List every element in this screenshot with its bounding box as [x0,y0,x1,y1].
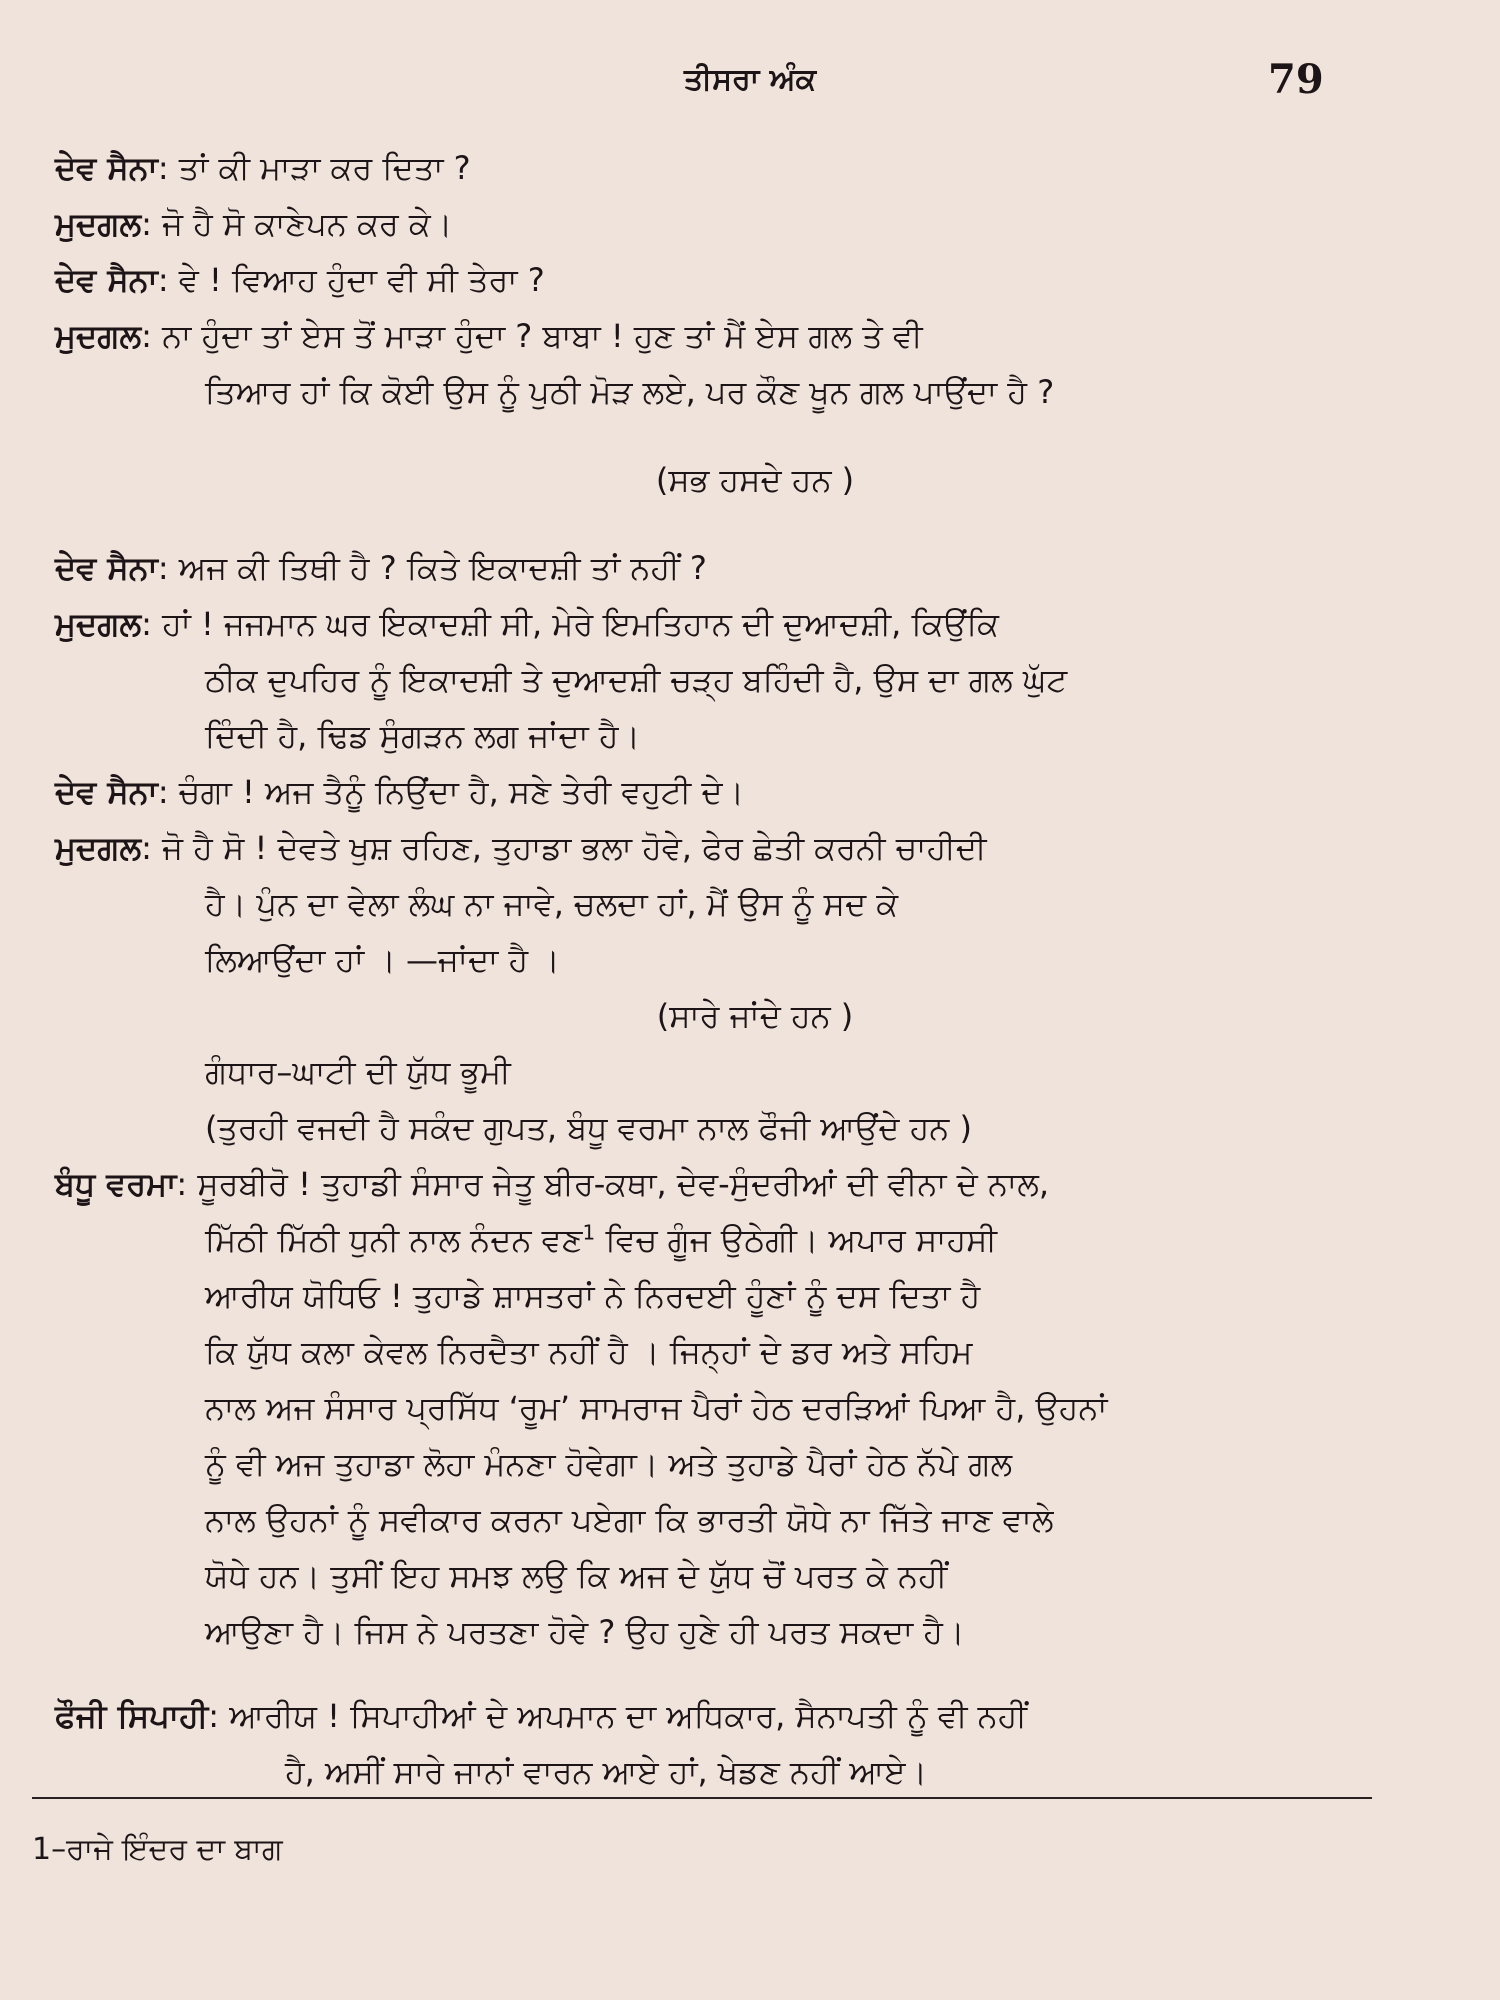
speaker: ਬੰਧੂ ਵਰਮਾ [55,1165,177,1203]
dialogue-continuation: ਤਿਆਰ ਹਾਂ ਕਿ ਕੋਈ ਉਸ ਨੂੰ ਪੁਠੀ ਮੋੜ ਲਏ, ਪਰ ਕੌਣ ਖੂਨ ਗਲ ਪਾਉਂਦਾ ਹੈ ? [205,373,1055,411]
dialogue-continuation: ਠੀਕ ਦੁਪਹਿਰ ਨੂੰ ਇਕਾਦਸ਼ੀ ਤੇ ਦੁਆਦਸ਼ੀ ਚੜ੍ਹ ਬਹਿੰਦੀ ਹੈ, ਉਸ ਦਾ ਗਲ ਘੁੱਟ [205,661,1068,699]
speaker: ਮੁਦਗਲ [55,605,142,643]
dialogue-line [55,140,1455,196]
dialogue-continuation: ਨਾਲ ਅਜ ਸੰਸਾਰ ਪ੍ਰਸਿੱਧ ‘ਰੂਮ’ ਸਾਮਰਾਜ ਪੈਰਾਂ ਹੇਠ ਦਰੜਿਆਂ ਪਿਆ ਹੈ, ਉਹਨਾਂ [205,1389,1108,1427]
dialogue: ਵਿਚ ਗੂੰਜ ਉਠੇਗੀ। ਅਪਾਰ ਸਾਹਸੀ [595,1221,998,1259]
dialogue-continuation: ਆਉਣਾ ਹੈ। ਜਿਸ ਨੇ ਪਰਤਣਾ ਹੋਵੇ ? ਉਹ ਹੁਣੇ ਹੀ ਪਰਤ ਸਕਦਾ ਹੈ। [205,1613,965,1651]
dialogue-line [55,820,1455,876]
speaker: ਦੇਵ ਸੈਨਾ [55,773,158,811]
dialogue-continuation: ਨੂੰ ਵੀ ਅਜ ਤੁਹਾਡਾ ਲੋਹਾ ਮੰਨਣਾ ਹੋਵੇਗਾ। ਅਤੇ ਤੁਹਾਡੇ ਪੈਰਾਂ ਹੇਠ ਨੱਪੇ ਗਲ [205,1445,1013,1483]
dialogue: : ਚੰਗਾ ! ਅਜ ਤੈਨੂੰ ਨਿਉਂਦਾ ਹੈ, ਸਣੇ ਤੇਰੀ ਵਹੁਟੀ ਦੇ। [157,773,745,811]
dialogue: : ਅਜ ਕੀ ਤਿਥੀ ਹੈ ? ਕਿਤੇ ਇਕਾਦਸ਼ੀ ਤਾਂ ਨਹੀਂ ? [157,549,707,587]
footnote-marker: 1 [582,1220,596,1245]
speaker: ਮੁਦਗਲ [55,205,142,243]
dialogue: ਮਿੱਠੀ ਮਿੱਠੀ ਧੁਨੀ ਨਾਲ ਨੰਦਨ ਵਣ [205,1221,583,1259]
stage-direction: (ਤੁਰਹੀ ਵਜਦੀ ਹੈ ਸਕੰਦ ਗੁਪਤ, ਬੰਧੂ ਵਰਮਾ ਨਾਲ ਫੌਜੀ ਆਉਂਦੇ ਹਨ ) [205,1109,972,1147]
speaker: ਮੁਦਗਲ [55,829,142,867]
footnote: 1–ਰਾਜੇ ਇੰਦਰ ਦਾ ਬਾਗ [32,1832,283,1867]
dialogue-continuation: ਲਿਆਉਂਦਾ ਹਾਂ । —ਜਾਂਦਾ ਹੈ । [205,941,560,979]
dialogue-line [55,764,1455,820]
dialogue-continuation: ਦਿੰਦੀ ਹੈ, ਢਿਡ ਸੁੰਗੜਨ ਲਗ ਜਾਂਦਾ ਹੈ। [205,717,641,755]
dialogue: : ਜੋ ਹੈ ਸੋ ਕਾਣੇਪਨ ਕਰ ਕੇ। [141,205,453,243]
footnote-divider [32,1797,1372,1799]
speaker: ਮੁਦਗਲ [55,317,142,355]
dialogue-continuation: ਯੋਧੇ ਹਨ। ਤੁਸੀਂ ਇਹ ਸਮਝ ਲਉ ਕਿ ਅਜ ਦੇ ਯੁੱਧ ਚੋਂ ਪਰਤ ਕੇ ਨਹੀਂ [205,1557,948,1595]
dialogue: : ਜੋ ਹੈ ਸੋ ! ਦੇਵਤੇ ਖੁਸ਼ ਰਹਿਣ, ਤੁਹਾਡਾ ਭਲਾ ਹੋਵੇ, ਫੇਰ ਛੇਤੀ ਕਰਨੀ ਚਾਹੀਦੀ [141,829,987,867]
dialogue: : ਸੂਰਬੀਰੋ ! ਤੁਹਾਡੀ ਸੰਸਾਰ ਜੇਤੂ ਬੀਰ-ਕਥਾ, ਦੇਵ-ਸੁੰਦਰੀਆਂ ਦੀ ਵੀਨਾ ਦੇ ਨਾਲ, [176,1165,1049,1203]
dialogue: : ਤਾਂ ਕੀ ਮਾੜਾ ਕਰ ਦਿਤਾ ? [157,149,471,187]
dialogue-line [55,540,1455,596]
speaker: ਦੇਵ ਸੈਨਾ [55,261,158,299]
dialogue-line [55,308,1455,364]
dialogue-continuation: ਹੈ। ਪੁੰਨ ਦਾ ਵੇਲਾ ਲੰਘ ਨਾ ਜਾਵੇ, ਚਲਦਾ ਹਾਂ, ਮੈਂ ਉਸ ਨੂੰ ਸਦ ਕੇ [205,885,899,923]
dialogue: : ਆਰੀਯ ! ਸਿਪਾਹੀਆਂ ਦੇ ਅਪਮਾਨ ਦਾ ਅਧਿਕਾਰ, ਸੈਨਾਪਤੀ ਨੂੰ ਵੀ ਨਹੀਂ [208,1697,1027,1735]
page-number: 79 [1268,56,1324,103]
running-header: ਤੀਸਰਾ ਅੰਕ [683,62,817,97]
dialogue: : ਹਾਂ ! ਜਜਮਾਨ ਘਰ ਇਕਾਦਸ਼ੀ ਸੀ, ਮੇਰੇ ਇਮਤਿਹਾਨ ਦੀ ਦੁਆਦਸ਼ੀ, ਕਿਉਂਕਿ [141,605,999,643]
dialogue: : ਵੇ ! ਵਿਆਹ ਹੁੰਦਾ ਵੀ ਸੀ ਤੇਰਾ ? [157,261,545,299]
dialogue-line [55,252,1455,308]
dialogue-line [55,196,1455,252]
speaker: ਦੇਵ ਸੈਨਾ [55,549,158,587]
dialogue-line [55,596,1455,652]
stage-direction: (ਸਾਰੇ ਜਾਂਦੇ ਹਨ ) [656,997,854,1035]
dialogue-continuation: ਆਰੀਯ ਯੋਧਿਓ ! ਤੁਹਾਡੇ ਸ਼ਾਸਤਰਾਂ ਨੇ ਨਿਰਦਈ ਹੂੰਣਾਂ ਨੂੰ ਦਸ ਦਿਤਾ ਹੈ [205,1277,981,1315]
scene-heading: ਗੰਧਾਰ–ਘਾਟੀ ਦੀ ਯੁੱਧ ਭੂਮੀ [205,1053,511,1091]
stage-direction: (ਸਭ ਹਸਦੇ ਹਨ ) [655,461,855,499]
dialogue-line [55,1688,1455,1744]
dialogue-continuation: ਹੈ, ਅਸੀਂ ਸਾਰੇ ਜਾਨਾਂ ਵਾਰਨ ਆਏ ਹਾਂ, ਖੇਡਣ ਨਹੀਂ ਆਏ। [285,1753,928,1791]
dialogue-line [55,1156,1455,1212]
dialogue-continuation: ਨਾਲ ਉਹਨਾਂ ਨੂੰ ਸਵੀਕਾਰ ਕਰਨਾ ਪਏਗਾ ਕਿ ਭਾਰਤੀ ਯੋਧੇ ਨਾ ਜਿੱਤੇ ਜਾਣ ਵਾਲੇ [205,1501,1054,1539]
dialogue: : ਨਾ ਹੁੰਦਾ ਤਾਂ ਏਸ ਤੋਂ ਮਾੜਾ ਹੁੰਦਾ ? ਬਾਬਾ ! ਹੁਣ ਤਾਂ ਮੈਂ ਏਸ ਗਲ ਤੇ ਵੀ [141,317,923,355]
speaker: ਫੌਜੀ ਸਿਪਾਹੀ [55,1697,209,1735]
dialogue-continuation: ਕਿ ਯੁੱਧ ਕਲਾ ਕੇਵਲ ਨਿਰਦੈਤਾ ਨਹੀਂ ਹੈ । ਜਿਨ੍ਹਾਂ ਦੇ ਡਰ ਅਤੇ ਸਹਿਮ [205,1333,973,1371]
speaker: ਦੇਵ ਸੈਨਾ [55,149,158,187]
dialogue-continuation [55,1212,1500,1268]
